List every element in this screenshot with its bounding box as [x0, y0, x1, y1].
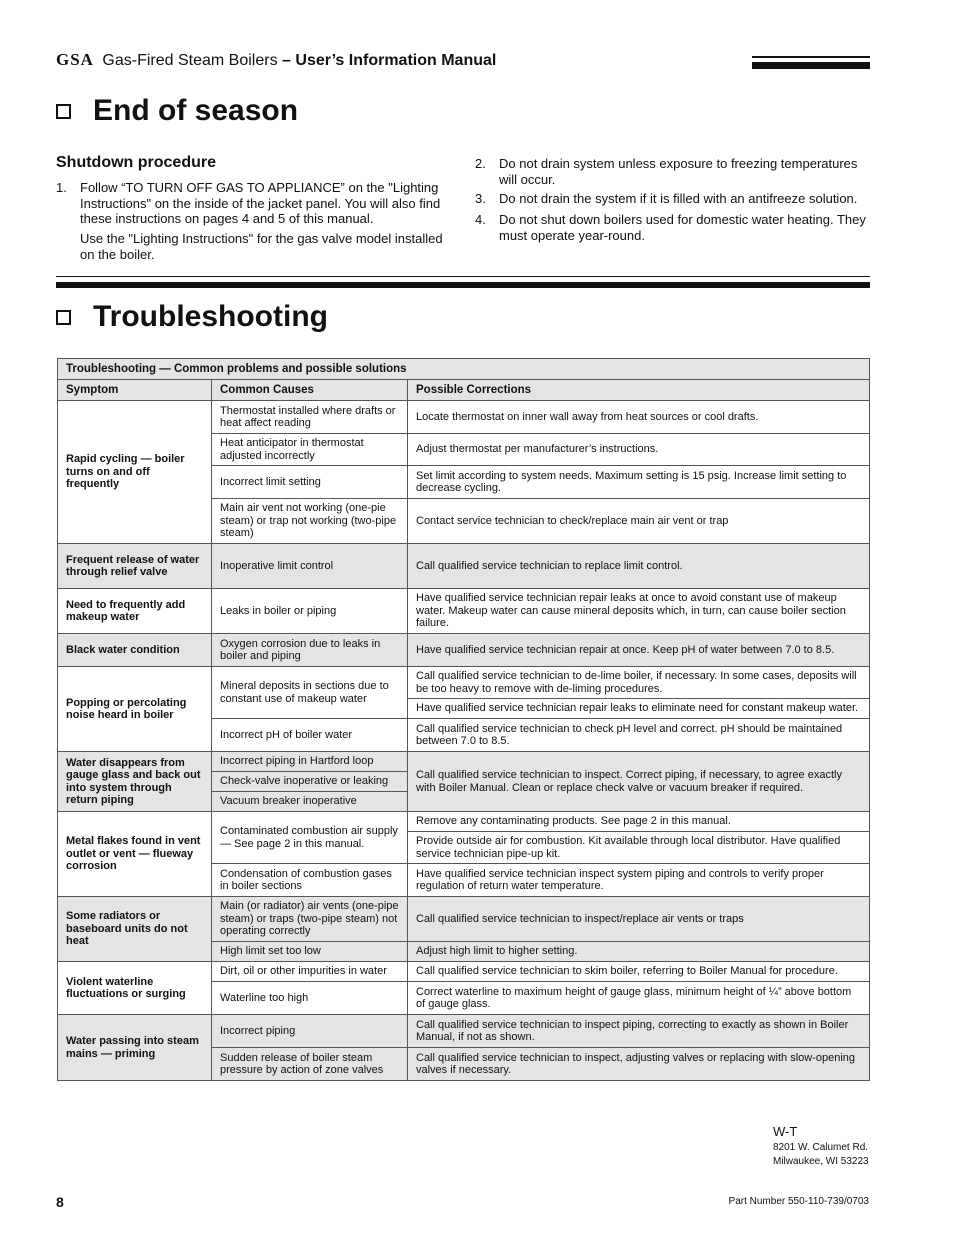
cause-cell: Mineral deposits in sections due to constant use of makeup water	[212, 667, 408, 719]
symptom-cell: Violent waterline fluctuations or surging	[58, 962, 212, 1015]
cause-cell: Incorrect limit setting	[212, 466, 408, 499]
correction-cell: Have qualified service technician repair at once. Keep pH of water between 7.0 to 8.5.	[408, 634, 870, 667]
table-row	[58, 1015, 870, 1048]
checkbox-square-icon	[56, 310, 71, 325]
step-text: Do not drain system unless exposure to freezing temperatures will occur.	[499, 156, 858, 187]
table-caption: Troubleshooting — Common problems and possible solutions	[58, 359, 870, 380]
symptom-cell: Frequent release of water through relief valve	[58, 544, 212, 589]
table-row	[58, 634, 870, 667]
correction-cell: Call qualified service technician to de-lime boiler, if necessary. In some cases, deposits will be too heavy to remove with de-liming procedures.	[408, 667, 870, 699]
running-header	[56, 50, 496, 70]
correction-cell: Adjust thermostat per manufacturer’s instructions.	[408, 434, 870, 466]
correction-cell: Set limit according to system needs. Maximum setting is 15 psig. Increase limit setting to decrease cycling.	[408, 466, 870, 499]
column-header-symptom: Symptom	[58, 380, 212, 401]
section-title-troubleshooting	[56, 300, 328, 334]
table-row	[58, 812, 870, 832]
shutdown-subheading: Shutdown procedure	[56, 154, 216, 171]
correction-cell: Call qualified service technician to skim boiler, referring to Boiler Manual for procedure.	[408, 962, 870, 982]
section-title-text: Troubleshooting	[93, 300, 328, 333]
cause-cell: Contaminated combustion air supply — See page 2 in this manual.	[212, 812, 408, 864]
part-number: Part Number 550-110-739/0703	[728, 1196, 869, 1207]
shutdown-step-2	[475, 156, 871, 190]
cause-cell: Incorrect piping	[212, 1015, 408, 1048]
correction-cell: Call qualified service technician to check pH level and correct. pH should be maintained between 7.0 to 8.5.	[408, 719, 870, 752]
table-row	[58, 544, 870, 589]
shutdown-step-4	[475, 212, 871, 246]
cause-cell: Dirt, oil or other impurities in water	[212, 962, 408, 982]
correction-cell: Have qualified service technician repair leaks at once to avoid constant use of makeup water. Makeup water can cause mineral deposits which, in turn, can cause boiler section failure.	[408, 589, 870, 634]
step-number: 4.	[475, 212, 486, 227]
table-row	[58, 752, 870, 772]
correction-cell: Call qualified service technician to inspect, adjusting valves or replacing with slow-opening valves if necessary.	[408, 1048, 870, 1081]
table-row	[58, 401, 870, 434]
symptom-cell: Black water condition	[58, 634, 212, 667]
troubleshooting-table	[57, 358, 870, 1081]
cause-cell: Leaks in boiler or piping	[212, 589, 408, 634]
symptom-cell: Metal flakes found in vent outlet or vent — flueway corrosion	[58, 812, 212, 897]
cause-cell: Check-valve inoperative or leaking	[212, 772, 408, 792]
step-number: 3.	[475, 191, 486, 206]
shutdown-step-1	[56, 180, 454, 226]
header-rule-thick	[752, 62, 870, 69]
symptom-cell: Water passing into steam mains — priming	[58, 1015, 212, 1081]
correction-cell: Call qualified service technician to inspect/replace air vents or traps	[408, 897, 870, 942]
correction-cell: Call qualified service technician to inspect. Correct piping, if necessary, to agree exactly with Boiler Manual. Clean or replace check valve or vacuum breaker if required.	[408, 752, 870, 812]
correction-cell: Contact service technician to check/replace main air vent or trap	[408, 499, 870, 544]
symptom-cell: Need to frequently add makeup water	[58, 589, 212, 634]
address-line-2: Milwaukee, WI 53223	[773, 1156, 869, 1167]
cause-cell: Heat anticipator in thermostat adjusted incorrectly	[212, 434, 408, 466]
column-header-causes: Common Causes	[212, 380, 408, 401]
cause-cell: Thermostat installed where drafts or heat affect reading	[212, 401, 408, 434]
header-separator: –	[282, 52, 291, 69]
cause-cell: Main (or radiator) air vents (one-pipe steam) or traps (two-pipe steam) not operating correctly	[212, 897, 408, 942]
correction-cell: Correct waterline to maximum height of gauge glass, minimum height of ¼” above bottom of gauge glass.	[408, 982, 870, 1015]
correction-cell: Have qualified service technician repair leaks to eliminate need for constant makeup water.	[408, 699, 870, 719]
cause-cell: Condensation of combustion gases in boiler sections	[212, 864, 408, 897]
address-line-1: 8201 W. Calumet Rd.	[773, 1142, 869, 1153]
symptom-cell: Rapid cycling — boiler turns on and off frequently	[58, 401, 212, 544]
table-row	[58, 667, 870, 699]
brand-logo: GSA	[56, 50, 94, 69]
shutdown-step-3	[475, 191, 871, 209]
company-name: W-T	[773, 1124, 798, 1139]
section-title-end-of-season	[56, 94, 298, 128]
cause-cell: Main air vent not working (one-pie steam) or trap not working (two-pipe steam)	[212, 499, 408, 544]
section-divider-thin	[56, 276, 870, 277]
table-row	[58, 589, 870, 634]
cause-cell: High limit set too low	[212, 942, 408, 962]
symptom-cell: Some radiators or baseboard units do not heat	[58, 897, 212, 962]
correction-cell: Call qualified service technician to inspect piping, correcting to exactly as shown in Boiler Manual, if not as shown.	[408, 1015, 870, 1048]
step-text: Do not drain the system if it is filled with an antifreeze solution.	[499, 191, 858, 206]
step-text: Follow “TO TURN OFF GAS TO APPLIANCE” on the "Lighting Instructions" on the inside of the jacket panel. You will also find these instructions on pages 4 and 5 of this manual.	[80, 180, 441, 226]
cause-cell: Incorrect piping in Hartford loop	[212, 752, 408, 772]
cause-cell: Waterline too high	[212, 982, 408, 1015]
correction-cell: Remove any contaminating products. See page 2 in this manual.	[408, 812, 870, 832]
cause-cell: Incorrect pH of boiler water	[212, 719, 408, 752]
column-header-corrections: Possible Corrections	[408, 380, 870, 401]
cause-cell: Oxygen corrosion due to leaks in boiler and piping	[212, 634, 408, 667]
section-divider-thick	[56, 282, 870, 288]
page-number: 8	[56, 1194, 64, 1210]
symptom-cell: Popping or percolating noise heard in boiler	[58, 667, 212, 752]
cause-cell: Inoperative limit control	[212, 544, 408, 589]
cause-cell: Vacuum breaker inoperative	[212, 792, 408, 812]
checkbox-square-icon	[56, 104, 71, 119]
product-name: Gas-Fired Steam Boilers	[102, 52, 278, 69]
correction-cell: Locate thermostat on inner wall away from heat sources or cool drafts.	[408, 401, 870, 434]
table-row	[58, 897, 870, 942]
correction-cell: Call qualified service technician to replace limit control.	[408, 544, 870, 589]
correction-cell: Have qualified service technician inspect system piping and controls to verify proper regulation of return water temperature.	[408, 864, 870, 897]
step-number: 1.	[56, 180, 67, 195]
symptom-cell: Water disappears from gauge glass and back out into system through return piping	[58, 752, 212, 812]
cause-cell: Sudden release of boiler steam pressure by action of zone valves	[212, 1048, 408, 1081]
header-rule-thin	[752, 56, 870, 58]
table-row	[58, 962, 870, 982]
step-text: Do not shut down boilers used for domestic water heating. They must operate year-round.	[499, 212, 866, 243]
correction-cell: Provide outside air for combustion. Kit available through local distributor. Have qualified service technician pipe-up kit.	[408, 832, 870, 864]
step-number: 2.	[475, 156, 486, 171]
section-title-text: End of season	[93, 94, 299, 127]
manual-name: User’s Information Manual	[295, 52, 497, 69]
shutdown-step-1-note: Use the "Lighting Instructions" for the gas valve model installed on the boiler.	[80, 231, 443, 262]
correction-cell: Adjust high limit to higher setting.	[408, 942, 870, 962]
